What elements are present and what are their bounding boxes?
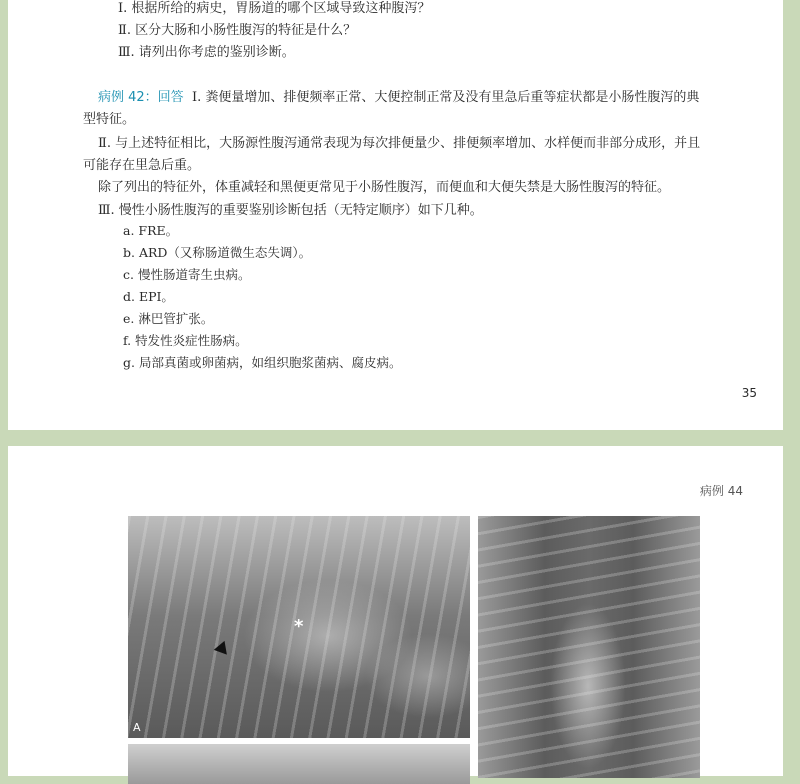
- page-bottom: [8, 446, 783, 776]
- question-3: Ⅲ. 请列出你考虑的鉴别诊断。: [118, 45, 295, 60]
- answer-heading: 病例 42：回答: [98, 90, 184, 105]
- case-header: 病例 44: [699, 484, 743, 498]
- page-top: [8, 0, 783, 430]
- answer-line-2: 型特征。: [83, 112, 136, 127]
- answer-line-4: 可能存在里急后重。: [83, 158, 201, 173]
- list-item: d. EPI。: [123, 289, 174, 304]
- list-item: f. 特发性炎症性肠病。: [123, 333, 248, 348]
- answer-line-5: 除了列出的特征外，体重减轻和黑便更常见于小肠性腹泻，而便血和大便失禁是大肠性腹泻的特征。: [98, 180, 671, 195]
- page-number: 35: [741, 386, 757, 400]
- arrow-icon: [214, 641, 232, 659]
- list-item: b. ARD（又称肠道微生态失调）。: [123, 245, 312, 260]
- list-item: g. 局部真菌或卵菌病，如组织胞浆菌病、腐皮病。: [123, 355, 402, 370]
- xray-lateral-image: [128, 516, 470, 738]
- question-2: Ⅱ. 区分大肠和小肠性腹泻的特征是什么？: [118, 23, 357, 38]
- list-item: c. 慢性肠道寄生虫病。: [123, 267, 251, 282]
- question-1: Ⅰ. 根据所给的病史，胃肠道的哪个区域导致这种腹泻？: [118, 1, 431, 16]
- list-item: e. 淋巴管扩张。: [123, 311, 214, 326]
- xray-third-image: [128, 744, 470, 784]
- answer-line-1-text: Ⅰ. 粪便量增加、排便频率正常、大便控制正常及没有里急后重等症状都是小肠性腹泻的典: [191, 90, 700, 105]
- figure-label-a: A: [133, 721, 141, 734]
- answer-line-6: Ⅲ. 慢性小肠性腹泻的重要鉴别诊断包括（无特定顺序）如下几种。: [98, 203, 483, 218]
- asterisk-marker: *: [294, 616, 304, 637]
- xray-ventrodorsal-image: [478, 516, 700, 778]
- answer-line-1: [98, 88, 699, 108]
- answer-line-3: Ⅱ. 与上述特征相比，大肠源性腹泻通常表现为每次排便量少、排便频率增加、水样便而非部分成形，并且: [98, 136, 701, 151]
- list-item: a. FRE。: [123, 223, 179, 238]
